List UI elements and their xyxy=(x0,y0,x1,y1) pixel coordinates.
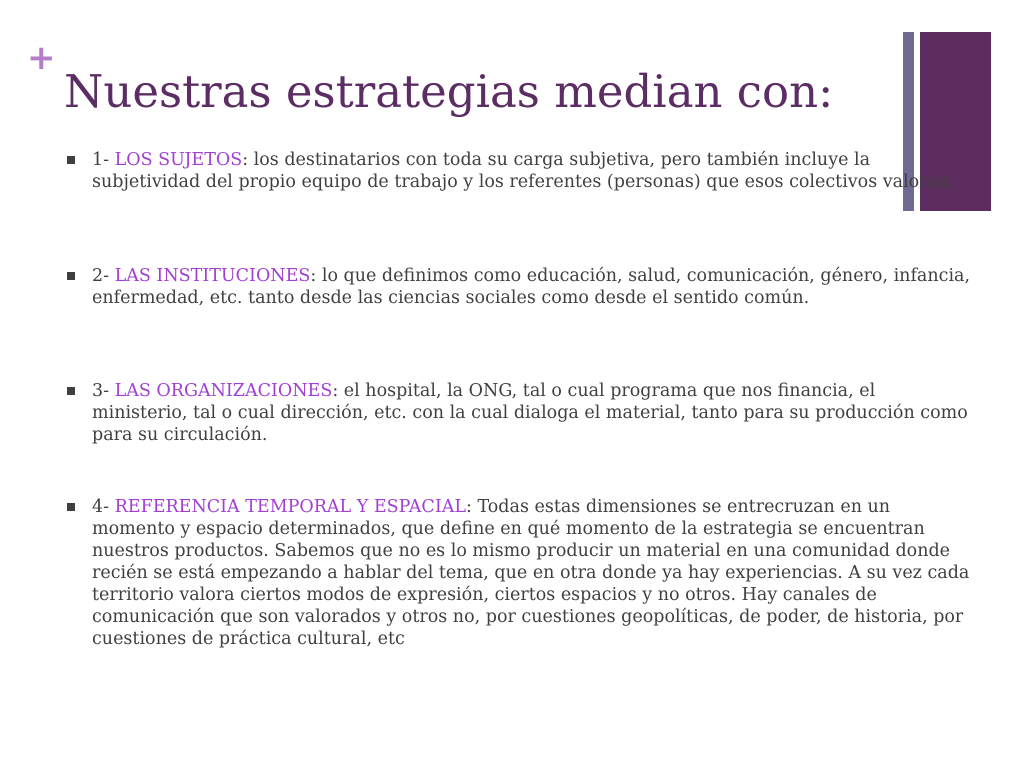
bullet-highlight: LOS SUJETOS xyxy=(114,150,243,170)
square-bullet-icon xyxy=(67,272,75,280)
plus-icon: + xyxy=(27,38,56,78)
bullet-item-organizaciones xyxy=(92,380,974,446)
square-bullet-icon xyxy=(67,156,75,164)
bullet-text: : lo que definimos como educación, salud, comunicación, género, infancia, enfermedad, etc. tanto desde las ciencias sociales como desde el sentido común. xyxy=(92,266,971,308)
bullet-prefix: 2- xyxy=(92,266,115,286)
bullet-highlight: REFERENCIA TEMPORAL Y ESPACIAL xyxy=(114,497,466,517)
bullet-prefix: 3- xyxy=(92,381,115,401)
bullet-text: : los destinatarios con toda su carga subjetiva, pero también incluye la subjetividad del propio equipo de trabajo y los referentes (personas) que esos colectivos valoran. xyxy=(92,150,955,192)
bullet-text: : el hospital, la ONG, tal o cual programa que nos financia, el ministerio, tal o cual dirección, etc. con la cual dialoga el material, tanto para su producción como para su circulación. xyxy=(92,381,968,445)
square-bullet-icon xyxy=(67,503,75,511)
bullet-text: : Todas estas dimensiones se entrecruzan en un momento y espacio determinados, que define en qué momento de la estrategia se encuentran nuestros productos. Sabemos que no es lo mismo producir un material en una comunidad donde recién se está empezando a hablar del tema, que en otra donde ya hay experiencias. A su vez cada territorio valora ciertos modos de expresión, ciertos espacios y no otros. Hay canales de comunicación que son valorados y otros no, por cuestiones geopolíticas, de poder, de historia, por cuestiones de práctica cultural, etc xyxy=(92,497,970,649)
bullet-highlight: LAS ORGANIZACIONES xyxy=(114,381,333,401)
bullet-item-instituciones xyxy=(92,265,974,309)
square-bullet-icon xyxy=(67,387,75,395)
bullet-prefix: 1- xyxy=(92,150,115,170)
bullet-highlight: LAS INSTITUCIONES xyxy=(114,266,311,286)
slide-title: Nuestras estrategias median con: xyxy=(64,65,834,118)
bullet-item-referencia xyxy=(92,496,974,650)
bullet-prefix: 4- xyxy=(92,497,115,517)
bullet-item-sujetos xyxy=(92,149,974,193)
